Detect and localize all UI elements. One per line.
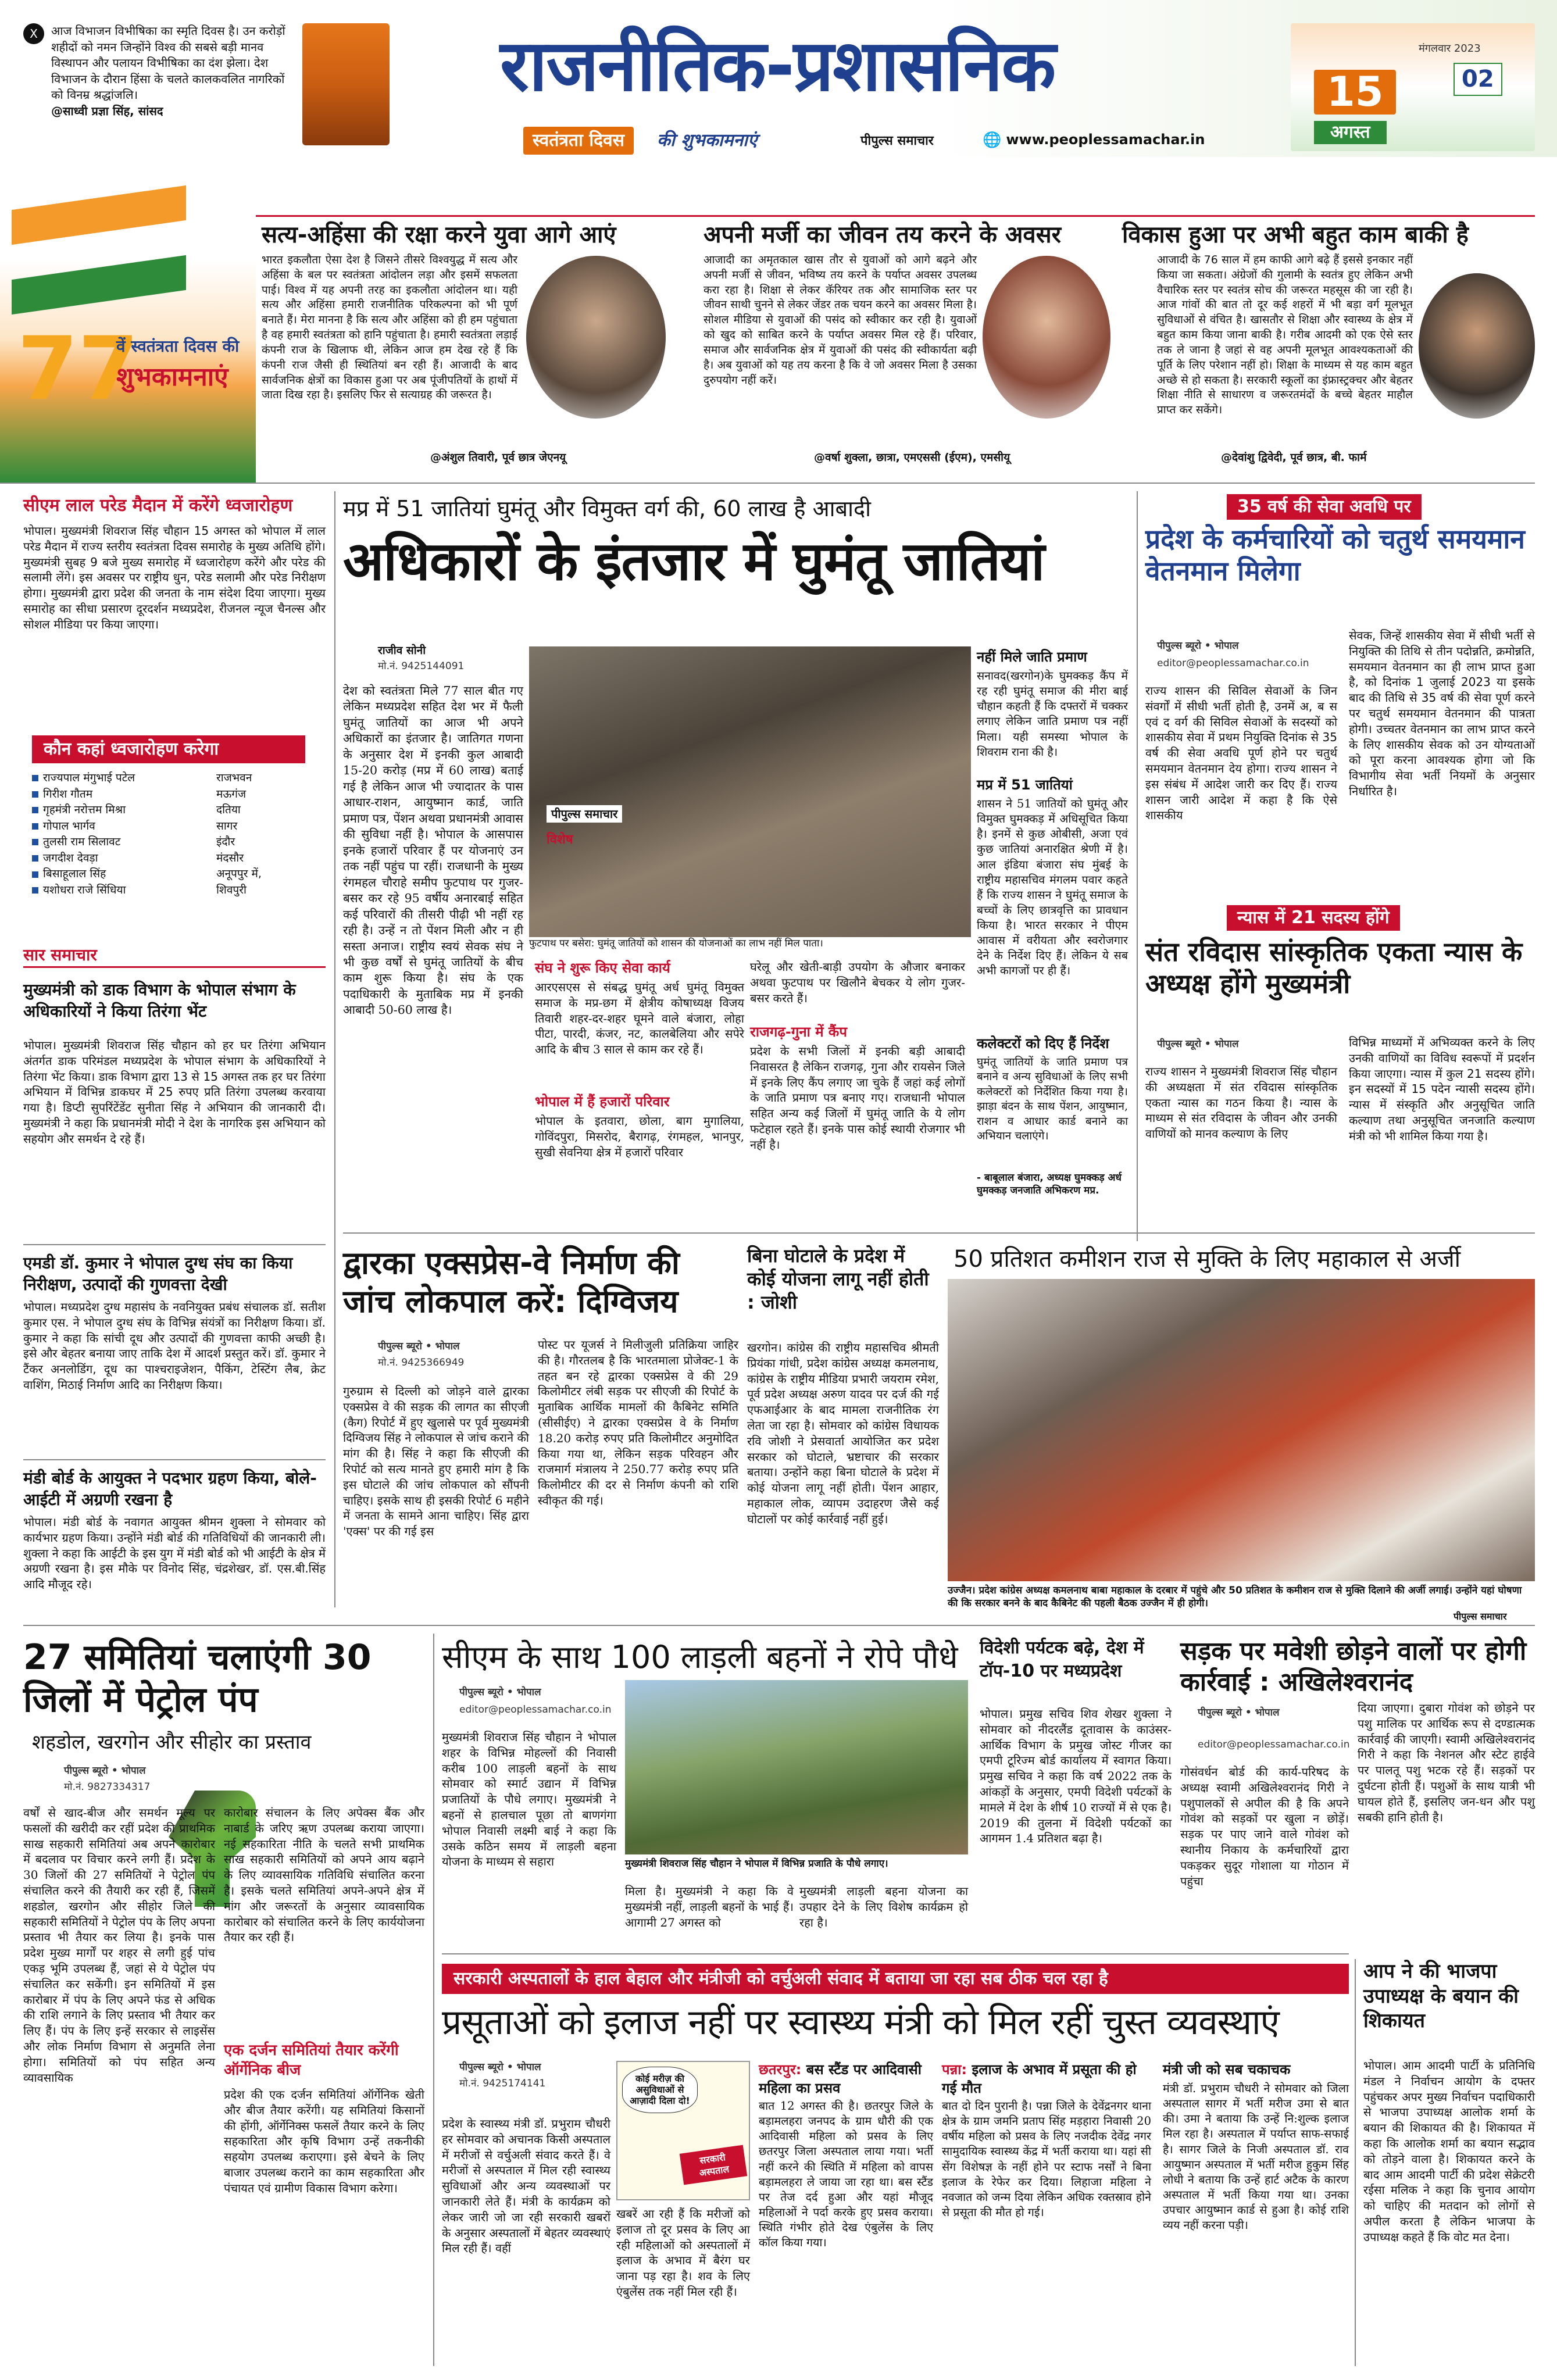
petrol-byline: पीपुल्स ब्यूरो • भोपाल: [64, 1765, 146, 1777]
nomads-reporter: राजीव सोनी: [378, 644, 426, 657]
ladli-email[interactable]: editor@peoplessamachar.co.in: [459, 1704, 612, 1716]
bullet-square-icon: [32, 775, 38, 781]
left-story3-text: भोपाल। मध्यप्रदेश दुग्ध महासंघ के नवनियुक्त प्रबंध संचालक डॉ. सतीश कुमार एस. ने भोपाल दुग्ध संघ के विभिन्न संयंत्रों का निरीक्षण किया। डॉ. कुमार ने कहा कि सांची दूध और उत्पादों की गुणवत्ता काफी अच्छी है। इसे और बेहतर बनाया जाए ताकि देश में आदर्श प्रस्तुत करें। डॉ. कुमार ने टैंकर अनलोडिंग, दूध का पाश्चराइजेशन, पैकिंग, टेस्टिंग लैब, क्रेट वाशिंग, मिठाई निर्माण आदि का निरीक्षण किया।: [23, 1300, 326, 1392]
flag-list-row: [32, 866, 311, 882]
date-number: 15: [1314, 70, 1396, 115]
nomads-photo: [529, 646, 971, 937]
joshi-text: खरगोन। कांग्रेस की राष्ट्रीय महासचिव श्रीमती प्रियंका गांधी, प्रदेश कांग्रेस अध्यक्ष कमलनाथ, कांग्रेस के राष्ट्रीय मीडिया प्रभारी जयराम रमेश, पूर्व प्रदेश अध्यक्ष अरुण यादव पर दर्ज की गई एफआईआर के बाद मामला राजनीतिक रंग लेता जा रहा है। सोमवार को कांग्रेस विधायक रवि जोशी ने प्रेसवार्ता आयोजित कर प्रदेश सरकार को घोटाले, भ्रष्टाचार की सरकार बताया। उन्होंने कहा बिना घोटाले के प्रदेश में कोई योजना लागू नहीं होती। पेंशन आहार, महाकाल लोक, व्यापम उदाहरण जैसे कई घोटालों पर कोई कार्रवाई नहीं हुई।: [747, 1341, 939, 1526]
petrol-sub2-text: प्रदेश की एक दर्जन समितियां ऑर्गेनिक खेती और बीज तैयार करेंगी। यह समितियां किसानों की होंगी, ऑर्गेनिक्स फसलें तैयार करने के लिए सहकारिता और कृषि विभाग उन्हें तकनीकी सहयोग उपलब्ध कराएगा। इसे बेचने के लिए बाजार उपलब्ध कराने का काम सहकारिता और पंचायत एवं ग्रामीण विकास विभाग करेगा।: [224, 2088, 424, 2195]
cartoon-bubble: कोई मरीज़ की असुविधाओं से आज़ादी दिला दो!: [622, 2067, 698, 2113]
masthead-title: राजनीतिक-प्रशासनिक: [500, 24, 1055, 107]
hospital-s2-title: पन्ना: इलाज के अभाव में प्रसूता की हो गई मौत: [942, 2061, 1137, 2096]
x-logo-icon: X: [23, 23, 44, 44]
cattle-email[interactable]: editor@peoplessamachar.co.in: [1198, 1739, 1350, 1750]
ravidas-byline: पीपुल्स ब्यूरो • भोपाल: [1157, 1038, 1239, 1050]
flag-list-row: [32, 802, 311, 819]
nomads-sub2: भोपाल में हैं हजारों परिवार: [535, 1093, 670, 1110]
opinion-divider-bottom: [0, 483, 1535, 484]
banner-number: 77: [17, 319, 139, 420]
ladli-col1: मुख्यमंत्री शिवराज सिंह चौहान ने भोपाल शहर के विभिन्न मोहल्लों की निवासी करीब 100 लाड़ली बहनों के साथ सोमवार को स्मार्ट उद्यान में विभिन्न प्रजातियों के पौधे लगाए। मुख्यमंत्री ने बहनों से हालचाल पूछा तो बाणगंगा भोपाल निवासी लक्ष्मी बाई ने कहा कि उसके कठिन समय में लाड़ली बहना योजना के माध्यम से सहारा: [442, 1730, 616, 1869]
left-story4-title: मंडी बोर्ड के आयुक्त ने पदभार ग्रहण किया, बोले- आईटी में अग्रणी रखना है: [23, 1468, 317, 1509]
mahakal-headline: 50 प्रतिशत कमीशन राज से मुक्ति के लिए महाकाल से अर्जी: [954, 1246, 1461, 1273]
hospital-byline: पीपुल्स ब्यूरो • भोपाल: [459, 2061, 541, 2073]
flag-list-person: गृहमंत्री नरोत्तम मिश्रा: [43, 803, 126, 817]
bullet-square-icon: [32, 871, 38, 878]
flag-list-place: दतिया: [216, 803, 241, 817]
ladli-headline: सीएम के साथ 100 लाड़ली बहनों ने रोपे पौधे: [442, 1639, 958, 1675]
banner-line2: शुभकामनाएं: [116, 362, 228, 392]
website[interactable]: 🌐 www.peoplessamachar.in: [983, 130, 1205, 150]
employees-headline: प्रदेश के कर्मचारियों को चतुर्थ समयमान वेतनमान मिलेगा: [1145, 523, 1525, 587]
hospital-s3-title: मंत्री जी को सब चकाचक: [1163, 2061, 1291, 2078]
nomads-mobile: मो.नं. 9425144091: [378, 660, 465, 672]
dwarka-col1: गुरुग्राम से दिल्ली को जोड़ने वाले द्वारका एक्सप्रेस वे की सड़क की लागत का सीएजी (कैग) रिपोर्ट में हुए खुलासे पर पूर्व मुख्यमंत्री दिग्विजय सिंह ने लोकपाल से जांच कराने की मांग की है। सिंह ने कहा कि सीएजी की रिपोर्ट को सत्य मानते हुए हमारी मांग है कि इस घोटाले की जांच लोकपाल को सौंपनी चाहिए। इसके साथ ही इसकी रिपोर्ट 6 महीने में जनता के सामने आना चाहिए। सिंह द्वारा 'एक्स' पर की गई इस: [343, 1384, 529, 1539]
ravidas-headline: संत रविदास सांस्कृतिक एकता न्यास के अध्यक्ष होंगे मुख्यमंत्री: [1145, 936, 1523, 1000]
sadhvi-portrait: [302, 23, 390, 145]
ladli-byline: पीपुल्स ब्यूरो • भोपाल: [459, 1686, 541, 1698]
bullet-square-icon: [32, 855, 38, 862]
employees-col2: सेवक, जिन्हें शासकीय सेवा में सीधी भर्ती से नियुक्ति की तिथि से तीन पदोन्नति, क्रमोन्नति, समयमान वेतनमान का ही लाभ प्राप्त हुआ है, को दिनांक 1 जुलाई 2023 या इसके बाद की तिथि से 35 वर्ष की सेवा पूर्ण करने पर चतुर्थ समयमान वेतनमान की पात्रता होगी। उच्चतर वेतनमान का लाभ प्राप्त करने के लिए शासकीय सेवक को उन योग्यताओं को पूरा करना आवश्यक होगा जो कि विभागीय सेवा भर्ती नियमों के अनुसार निर्धारित है।: [1349, 628, 1535, 798]
nomads-sub4-text: सनावद(खरगोन)के घुमक्कड़ कैंप में रह रही घुमंतू समाज की मीरा बाई चौहान कहती हैं कि दफ्तरों में चक्कर लगाए लेकिन जाति प्रमाण पत्र नहीं मिला। यही समस्या भोपाल के शिवराम राना की है।: [977, 669, 1128, 759]
flag-list-place: इंदौर: [216, 835, 235, 849]
tourism-text: भोपाल। प्रमुख सचिव शिव शेखर शुक्ला ने सोमवार को नीदरलैंड दूतावास के काउंसर-आर्थिक विभाग के प्रमुख जोस्ट गीजर का एमपी टूरिज्म बोर्ड कार्यालय में स्वागत किया। प्रमुख सचिव ने कहा कि वर्ष 2022 तक के आंकड़ों के अनुसार, एमपी विदेशी पर्यटकों के मामले में देश के शीर्ष 10 राज्यों में से एक है। 2019 की तुलना में विदेशी पर्यटकों का आगमन 1.4 प्रतिशत बढ़ा है।: [980, 1707, 1172, 1846]
ravidas-kicker: न्यास में 21 सदस्य होंगे: [1227, 905, 1400, 931]
left-story2-title: मुख्यमंत्री को डाक विभाग के भोपाल संभाग के अधिकारियों ने किया तिरंगा भेंट: [23, 980, 296, 1021]
vertical-divider-mid: [1137, 491, 1138, 1241]
nomads-headline: अधिकारों के इंतजार में घुमंतू जातियां: [343, 530, 1045, 592]
employees-byline: पीपुल्स ब्यूरो • भोपाल: [1157, 640, 1239, 652]
nomads-sub3: राजगढ़-गुना में कैंप: [750, 1024, 847, 1040]
ladli-col2: मिला है। मुख्यमंत्री ने कहा कि वे मुख्यमंत्री नहीं, लाड़ली बहनों के भाई हैं। आगामी 27 अगस्त को: [625, 1884, 794, 1929]
flag-list-row: [32, 787, 311, 803]
opinion-1-author: @अंशुल तिवारी, पूर्व छात्र जेएनयू: [430, 451, 566, 464]
hospital-mobile: मो.नं. 9425174141: [459, 2078, 546, 2089]
petrol-headline: 27 समितियां चलाएंगी 30 जिलों में पेट्रोल पंप: [23, 1637, 372, 1721]
flag-list-place: शिवपुरी: [216, 883, 247, 896]
hospital-s1-title: छतरपुर: बस स्टैंड पर आदिवासी महिला का प्रसव: [759, 2061, 922, 2096]
nomads-sub6: कलेक्टरों को दिए हैं निर्देश: [977, 1035, 1109, 1052]
tweet-text: आज विभाजन विभीषिका का स्मृति दिवस है। उन करोड़ों शहीदों को नमन जिन्होंने विश्व की सबसे बड़ी मानव विस्थापन और पलायन विभीषिका का दंश झेला। देश विभाजन के दौरान हिंसा के चलते कालकवलित नागरिकों को विनम्र श्रद्धांजलि।: [51, 24, 285, 102]
ladli-caption: मुख्यमंत्री शिवराज सिंह चौहान ने भोपाल में विभिन्न प्रजाति के पौधे लगाए।: [625, 1858, 888, 1870]
hospital-col2: खबरें आ रही हैं कि मरीजों को इलाज तो दूर प्रसव के लिए आ रही महिलाओं को अस्पतालों में इलाज के अभाव में बैरंग घर जाना पड़ रहा है। शव के लिए एंबुलेंस तक नहीं मिल रही हैं।: [616, 2207, 750, 2299]
left-divider-2: [23, 1459, 326, 1460]
dwarka-byline: पीपुल्स ब्यूरो • भोपाल: [378, 1341, 460, 1352]
flag-list-person: राज्यपाल मंगुभाई पटेल: [43, 771, 135, 784]
horizontal-divider-bottom: [442, 1953, 1349, 1954]
mahakal-photo: [948, 1279, 1535, 1581]
employees-email[interactable]: editor@peoplessamachar.co.in: [1157, 657, 1309, 669]
aap-text: भोपाल। आम आदमी पार्टी के प्रतिनिधि मंडल ने निर्वाचन आयोग के दफ्तर पहुंचकर अपर मुख्य निर्वाचन पदाधिकारी से भाजपा उपाध्यक्ष आलोक शर्मा के बयान की शिकायत की है। शिकायत में कहा कि आलोक शर्मा का बयान सद्भाव को तोड़ने वाला है। शिकायत करने के बाद आम आदमी पार्टी की प्रदेश सेक्रेटरी रईसा मलिक ने कहा कि चुनाव आयोग को चाहिए की मतदान को लोगों से अपील करता है लेकिन भाजपा के उपाध्यक्ष कहते हैं कि वोट मत देना।: [1363, 2059, 1535, 2244]
nomads-sub6-text: घुमंतू जातियों के जाति प्रमाण पत्र बनाने व अन्य सुविधाओं के लिए सभी कलेक्टरों को निर्देशित किया गया है। झाड़ा बंदन के साथ पेंशन, आयुष्मान, राशन व आधार कार्ड बनाने का अभियान चलाएंगे।: [977, 1056, 1128, 1143]
petrol-sub: शहडोल, खरगोन और सीहोर का प्रस्ताव: [32, 1731, 312, 1754]
flag-list-row: [32, 834, 311, 850]
vertical-divider-lower-1: [433, 1634, 434, 2366]
vertical-divider-lower-2: [1355, 1959, 1356, 2366]
tourism-headline: विदेशी पर्यटक बढ़े, देश में टॉप-10 पर मध्यप्रदेश: [980, 1638, 1144, 1681]
ravidas-col2: विभिन्न माध्यमों में अभिव्यक्त करने के लिए उनकी वाणियों का विविध स्वरूपों में प्रदर्शन किया जाएगा। न्यास में कुल 21 सदस्य होंगे। इन सदस्यों में 15 पदेन न्यासी सदस्य होंगे। न्यास में संस्कृति और अनुसूचित जाति कल्याण तथा अनुसूचित जनजाति कल्याण मंत्री को भी शामिल किया गया है।: [1349, 1035, 1535, 1143]
bullet-square-icon: [32, 823, 38, 830]
cattle-byline: पीपुल्स ब्यूरो • भोपाल: [1198, 1707, 1280, 1718]
left-story1-title: सीएम लाल परेड मैदान में करेंगे ध्वजारोहण: [23, 495, 293, 516]
opinion-3-author: @देवांशु द्विवेदी, पूर्व छात्र, बी. फार्म: [1221, 451, 1367, 464]
flag-list-row: [32, 819, 311, 835]
nomads-kicker: मप्र में 51 जातियां घुमंतू और विमुक्त वर्ग की, 60 लाख है आबादी: [343, 496, 872, 521]
date-month: अगस्त: [1314, 121, 1387, 144]
saar-samachar: सार समाचार: [23, 945, 326, 968]
special-label: विशेष: [547, 832, 573, 847]
left-divider-1: [23, 1244, 326, 1245]
ladli-col3: मुख्यमंत्री लाड़ली बहना योजना का उपहार देने के लिए विशेष कार्यक्रम हो रहा है।: [799, 1884, 968, 1929]
opinion-2-title: अपनी मर्जी का जीवन तय करने के अवसर: [703, 221, 1062, 248]
flag-list-row: [32, 850, 311, 867]
dwarka-mobile: मो.नं. 9425366949: [378, 1357, 465, 1368]
badge-independence: स्वतंत्रता दिवस: [523, 127, 634, 155]
globe-icon: 🌐: [983, 131, 1002, 149]
cattle-col1: गोसंवर्धन बोर्ड की कार्य-परिषद के अध्यक्ष स्वामी अखिलेश्वरानंद गिरी ने पशुपालकों से अपील की है कि अपने गोवंश को सड़कों पर खुला न छोड़ें। सड़क पर पाए जाने वाले गोवंश को स्थानीय निकाय के कर्मचारियों द्वारा पकड़कर सुदूर गोशाला या गोठान में पहुंचा: [1180, 1765, 1349, 1888]
left-story4-text: भोपाल। मंडी बोर्ड के नवागत आयुक्त श्रीमन शुक्ला ने सोमवार को कार्यभार ग्रहण किया। उन्होंने मंडी बोर्ड की गतिविधियों की जानकारी ली। शुक्ला ने कहा कि आईटी के इस युग में मंडी बोर्ड को भी आईटी के क्षेत्र में अग्रणी रखना है। इस मौके पर विनोद सिंह, चंद्रशेखर, डॉ. एस.बी.सिंह आदि मौजूद रहे।: [23, 1515, 326, 1592]
flag-list-person: यशोधरा राजे सिंधिया: [43, 883, 126, 896]
cattle-headline: सड़क पर मवेशी छोड़ने वालों पर होगी कार्रवाई : अखिलेश्वरानंद: [1180, 1636, 1527, 1697]
opinion-1-title: सत्य-अहिंसा की रक्षा करने युवा आगे आएं: [262, 221, 616, 248]
page-number: 02: [1454, 63, 1502, 96]
ravidas-col1: राज्य शासन ने मुख्यमंत्री शिवराज सिंह चौहान की अध्यक्षता में संत रविदास सांस्कृतिक एकता न्यास का गठन किया है। न्यास के माध्यम से संत रविदास के जीवन और उनकी वाणियों को मानव कल्याण के लिए: [1145, 1064, 1337, 1141]
horizontal-divider-lower: [23, 1625, 1535, 1626]
brand-name: पीपुल्स समाचार: [860, 134, 934, 148]
bullet-square-icon: [32, 807, 38, 813]
cattle-col2: दिया जाएगा। दुबारा गोवंश को छोड़ने पर पशु मालिक पर आर्थिक रूप से दण्डात्मक कार्रवाई की जाएगी। स्वामी अखिलेश्वरानंद गिरी ने कहा कि नेशनल और स्टेट हाईवे पर पालतू पशु भटक रहे हैं। सड़कों पर दुर्घटना होती हैं। पशुओं के साथ यात्री भी घायल होते हैं, इसलिए जन-धन और पशु सबकी हानि होती है।: [1358, 1701, 1535, 1824]
flag-list-row: [32, 882, 311, 899]
vertical-divider-left: [334, 491, 335, 1607]
petrol-sub2: एक दर्जन समितियां तैयार करेंगी ऑर्गेनिक बीज: [224, 2042, 399, 2079]
nomads-sub5: मप्र में 51 जातियां: [977, 777, 1073, 793]
hospital-headline: प्रसूताओं को इलाज नहीं पर स्वास्थ्य मंत्री को मिल रहीं चुस्त व्यवस्थाएं: [442, 2002, 1279, 2043]
dwarka-headline: द्वारका एक्सप्रेस-वे निर्माण की जांच लोकपाल करें: दिग्विजय: [343, 1245, 680, 1320]
badge-wishes: की शुभकामनाएं: [657, 130, 758, 151]
opinion-2-author: @वर्षा शुक्ला, छात्रा, एमएससी (ईएम), एमसीयू: [814, 451, 1010, 464]
nomads-sub2-text: भोपाल के इतवारा, छोला, बाग मुगालिया, गोविंदपुरा, मिसरोद, बैरागढ़, रंगमहल, भानपुर, सुखी सेवनिया क्षेत्र में हजारों परिवार: [535, 1114, 744, 1159]
nomads-quote-by: - बाबूलाल बंजारा, अध्यक्ष घुमक्कड़ अर्ध घुमक्कड़ जनजाति अभिकरण मप्र.: [977, 1172, 1122, 1197]
cartoon: [616, 2061, 750, 2200]
opinion-1-photo: [526, 256, 666, 419]
nomads-sub1: संघ ने शुरू किए सेवा कार्य: [535, 960, 670, 976]
cartoon-sign: सरकारी अस्पताल: [680, 2145, 747, 2185]
flag-list-heading: कौन कहां ध्वजारोहण करेगा: [32, 735, 305, 763]
weekday: मंगलवार 2023: [1419, 42, 1481, 55]
banner-line1: वें स्वतंत्रता दिवस की: [116, 337, 240, 356]
dwarka-col2: पोस्ट पर यूजर्स ने मिलीजुली प्रतिक्रिया जाहिर की है। गौरतलब है कि भारतमाला प्रोजेक्ट-1 के तहत बन रहे द्वारका एक्सप्रेस वे की 29 किलोमीटर लंबी सड़क पर सीएजी की रिपोर्ट के मुताबिक आर्थिक मामलों की कैबिनेट समिति (सीसीईए) ने द्वारका एक्सप्रेस वे के निर्माण 18.20 करोड़ रुपए प्रति किलोमीटर अनुमोदित किया गया था, लेकिन सड़क परिवहन और राजमार्ग मंत्रालय ने 250.77 करोड़ रुपए प्रति किलोमीटर की दर से निर्माण कंपनी को राशि स्वीकृत की गई।: [538, 1338, 738, 1507]
opinion-3-text: आजादी के 76 साल में हम काफी आगे बढ़े हैं इससे इनकार नहीं किया जा सकता। अंग्रेजों की गुलामी के स्वतंत्र हुए लेकिन अभी वैचारिक स्तर पर स्वतंत्र सोच की जरूरत महसूस की जा रही है। आज गांवों की बात तो दूर कई शहरों में भी बड़ा वर्ग मूलभूत सुविधाओं से वंचित है। खासतौर से शिक्षा और स्वास्थ्य के क्षेत्र में बहुत काम किया जाना बाकी है। गरीब आदमी को एक ऐसे स्तर तक ले जाना है जहां से वह अपनी मूलभूत आवश्यकताओं की पूर्ति के लिए परेशान नहीं हो। शिक्षा के माध्यम से यह काम बहुत अच्छे से हो सकता है। सरकारी स्कूलों का इंफ्रास्ट्रक्चर और बेहतर शिक्षा नीति से साधारण व जरूरतमंदों के बच्चे बेहतर माहौल प्राप्त कर सकेंगे।: [1157, 253, 1413, 417]
petrol-col1: वर्षों से खाद-बीज और समर्थन मूल्य पर फसलों की खरीदी कर रहीं प्रदेश की प्राथमिक साख सहकारी समितियां अब अपने कारोबार में बदलाव पर विचार करने लगी हैं। प्रदेश के 30 जिलों की 27 समितियों ने पेट्रोल पंप संचालित करने की तैयारी कर रही हैं, जिसमें शहडोल, खरगोन और सीहोर जिले की सहकारी समितियों ने पेट्रोल पंप के लिए अपना प्रस्ताव भी तैयार कर लिया है। इनके पास प्रदेश मुख्य मार्गों पर शहर से लगी हुई पांच एकड़ भूमि उपलब्ध हैं, जहां से ये पेट्रोल पंप संचालित कर सकेंगी। इन समितियों में इस कारोबार में पंप के लिए अपने फंड से अधिक की राशि लगाने के लिए प्रस्ताव भी तैयार कर लिए हैं। पंप के लिए इन्हें सरकार से लाइसेंस और लोक निर्माण विभाग से अनुमति लेना होगा। समितियों को पंप सहित अन्य व्यावसायिक: [23, 1806, 215, 2085]
opinion-2-photo: [983, 256, 1110, 419]
bullet-square-icon: [32, 791, 38, 798]
employees-col1: राज्य शासन की सिविल सेवाओं के जिन संवर्गों में सीधी भर्ती होती है, उनमें अ, ब स एवं द वर्ग की सिविल सेवाओं के सदस्यों को शासकीय सेवा में प्रथम नियुक्ति दिनांक से 35 वर्ष की सेवा अवधि पूर्ण होने पर चतुर्थ समयमान वेतनमान देय होगा। राज्य शासन ने इस संबंध में आदेश जारी कर दिए हैं। राज्य शासन जारी आदेश में कहा है कि ऐसे शासकीय: [1145, 684, 1337, 823]
opinion-3-photo: [1419, 273, 1535, 419]
hospital-s1-text: बात 12 अगस्त की है। छतरपुर जिले के बड़ामलहरा जनपद के ग्राम धौरी की एक आदिवासी महिला को प्रसव के लिए छतरपुर जिला अस्पताल लाया गया। भर्ती नहीं करने की स्थिति में महिला को वापस बड़ामलहरा ले जाया जा रहा था। बस स्टैंड पर तेज दर्द हुआ और यहां मौजूद महिलाओं ने पर्दा करके हुए प्रसव कराया। स्थिति गंभीर होते देख एंबुलेंस के लिए कॉल किया गया।: [759, 2099, 933, 2250]
mahakal-caption: उज्जैन। प्रदेश कांग्रेस अध्यक्ष कमलनाथ बाबा महाकाल के दरबार में पहुंचे और 50 प्रतिशत के कमीशन राज से मुक्ति दिलाने की अर्जी लगाई। उन्होंने यहां घोषणा की कि सरकार बनने के बाद कैबिनेट की पहली बैठक उज्जैन में ही होगी।: [948, 1585, 1522, 1610]
hospital-kicker: सरकारी अस्पतालों के हाल बेहाल और मंत्रीजी को वर्चुअली संवाद में बताया जा रहा सब ठीक चल रहा है: [442, 1964, 1349, 1994]
nomads-sub3-text: प्रदेश के सभी जिलों में इनकी बड़ी आबादी निवासरत है लेकिन राजगढ़, गुना और रायसेन जिले में इनके लिए कैंप लगाए जा चुके हैं जहां कई लोगों के जाति प्रमाण पत्र बनाए गए। राजधानी भोपाल सहित अन्य कई जिलों में घुमंतू जाति के ये लोग फटेहाल रहते हैं। इनके पास कोई स्थायी रोजगार भी नहीं है।: [750, 1044, 965, 1152]
flag-list-place: अनूपपुर में,: [216, 867, 262, 881]
aap-headline: आप ने की भाजपा उपाध्यक्ष के बयान की शिकायत: [1363, 1960, 1519, 2032]
mahakal-credit: पीपुल्स समाचार: [1454, 1611, 1507, 1622]
nomads-col1: देश को स्वतंत्रता मिले 77 साल बीत गए लेकिन मध्यप्रदेश सहित देश भर में फैली घुमंतू जातियों का आज भी अपने अधिकारों का इंतजार है। जातिगत गणना के अनुसार देश में इनकी कुल आबादी 15-20 करोड़ (मप्र में 60 लाख) बताई गई है लेकिन आज भी ज्यादातर के पास आधार-राशन, आयुष्मान कार्ड, जाति प्रमाण पत्र, पेंशन अथवा प्रधानमंत्री आवास की सुविधा नहीं है। भोपाल के आसपास इनके हजारों परिवार हैं पर योजनाएं उन तक नहीं पहुंच पा रहीं। राजधानी के मुख्य रंगमहल चौराहे समीप फुटपाथ पर गुजर-बसर कर रहे 95 वर्षीय अनारबाई सहित कई परिवारों की तीसरी पीढ़ी भी नहीं रह रही है। उन्हें न तो पेंशन मिली और न ही सस्ता अनाज। राष्ट्रीय स्वयं सेवक संघ ने भी कुछ वर्षों से घुमंतू जातियों के बीच काम शुरू किया है। संघ के एक पदाधिकारी के मुताबिक मप्र में इनकी आबादी 50-60 लाख है।: [343, 684, 523, 1017]
hospital-s2-text: बात दो दिन पुरानी है। पन्ना जिले के देवेंद्रनगर थाना क्षेत्र के ग्राम जमनि प्रताप सिंह मड़हारा निवासी 20 वर्षीय महिला को प्रसव के लिए नजदीक देवेंद्र नगर सामुदायिक स्वास्थ्य केंद्र में भर्ती कराया था। यहां सी सेंग विशेषज्ञ के नहीं होने पर स्टाफ नर्सों ने बिना इलाज के रेफेर कर दिया। लिहाजा महिला ने नवजात को जन्म दिया लेकिन अधिक रक्तस्राव होने से प्रसूता की मौत हो गई।: [942, 2099, 1151, 2219]
flag-list-person: गिरीश गौतम: [43, 787, 93, 801]
flag-list-place: राजभवन: [216, 771, 252, 784]
nomads-photo-credit: पीपुल्स समाचार: [547, 805, 622, 823]
flag-list-place: मंदसौर: [216, 851, 244, 864]
left-story3-title: एमडी डॉ. कुमार ने भोपाल दुग्ध संघ का किया निरीक्षण, उत्पादों की गुणवत्ता देखी: [23, 1253, 293, 1294]
masthead-tweet: [23, 23, 297, 157]
bullet-square-icon: [32, 839, 38, 845]
hospital-s3-text: मंत्री डॉ. प्रभुराम चौधरी ने सोमवार को जिला अस्पताल सागर में भर्ती मरीज उमा से बात की। उमा ने बताया कि उन्हें नि:शुल्क इलाज मिल रहा है। अस्पताल में पर्याप्त साफ-सफाई है। सागर जिले के निजी अस्पताल डॉ. राव आयुष्मान अस्पताल में भर्ती मरीज हुकुम सिंह लोधी ने बताया कि उन्हें हार्ट अटैक के कारण अस्पताल में भर्ती किया गया था। उनका उपचार आयुष्मान कार्ड से हुआ है। कोई राशि व्यय नहीं करना पड़ी।: [1163, 2082, 1349, 2232]
flag-list-person: तुलसी राम सिलावट: [43, 835, 121, 849]
left-story1-text: भोपाल। मुख्यमंत्री शिवराज सिंह चौहान 15 अगस्त को भोपाल में लाल परेड मैदान में राज्य स्तरीय स्वतंत्रता दिवस समारोह के मुख्य अतिथि होंगे। मुख्यमंत्री सुबह 9 बजे मुख्य समारोह में ध्वजारोहण करेंगे और परेड की सलामी लेंगे। इस अवसर पर राष्ट्रीय धुन, परेड सलामी और परेड निरीक्षण होगा। मुख्यमंत्री द्वारा प्रदेश की जनता के नाम संदेश दिया जाएगा। मुख्य समारोह का सीधा प्रसारण दूरदर्शन मध्यप्रदेश, रीजनल न्यूज चैनल्स और सोशल मीडिया पर किया जाएगा।: [23, 524, 326, 631]
joshi-headline: बिना घोटाले के प्रदेश में कोई योजना लागू नहीं होती : जोशी: [747, 1245, 929, 1313]
tweet-author: @साध्वी प्रज्ञा सिंह, सांसद: [51, 103, 163, 118]
petrol-mobile: मो.नं. 9827334317: [64, 1781, 151, 1793]
nomads-sub5-text: शासन ने 51 जातियों को घुमंतू और विमुक्त घुमक्कड़ में अधिसूचित किया है। इनमें से कुछ ओबीसी, अजा एवं कुछ जातियां अनारक्षित श्रेणी में है। आल इंडिया बंजारा संघ मुंबई के राष्ट्रीय महासचिव मंगलम पवार कहते हैं कि राज्य शासन ने घुमंतू समाज के बच्चों के लिए छात्रवृत्ति का प्रावधान किया है। भारत सरकार ने पीएम आवास में वरीयता और स्वरोजगार देने के निर्देश दिए हैं। लेकिन ये सब अभी कागजों पर ही हैं।: [977, 797, 1128, 978]
flag-list-place: सागर: [216, 819, 238, 832]
left-story2-text: भोपाल। मुख्यमंत्री शिवराज सिंह चौहान को हर घर तिरंगा अभियान अंतर्गत डाक परिमंडल मध्यप्रदेश के भोपाल संभाग के अधिकारियों ने तिरंगा भेंट किया। डाक विभाग द्वारा 13 से 15 अगस्त तक हर घर तिरंगा अभियान में विभिन्न डाकघर में 25 रुपए प्रति तिरंगा उपलब्ध करवाया गया है। डिप्टी सुपरिंटेंडेंट सुनीता सिंह ने अभियान की जानकारी दी। मुख्यमंत्री ने कहा कि प्रधानमंत्री मोदी ने देश के नागरिक इस अभियान को सहयोग और समर्थन दे रहे हैं।: [23, 1038, 326, 1146]
opinion-divider-top: [256, 215, 1535, 217]
nomads-sub4: नहीं मिले जाति प्रमाण: [977, 649, 1087, 665]
ladli-photo: [625, 1680, 968, 1854]
nomads-sub1-text: आरएसएस से संबद्ध घुमंतू अर्ध घुमंतू विमुक्त समाज के मप्र-छग में क्षेत्रीय कोषाध्यक्ष विजय तिवारी शहर-दर-शहर घूमने वाले बंजारा, लोहा पीटा, पारदी, कंजर, नट, कालबेलिया और सपेरे आदि के बीच 3 साल से काम कर रहे हैं।: [535, 980, 744, 1057]
hospital-col1: प्रदेश के स्वास्थ्य मंत्री डॉ. प्रभुराम चौधरी हर सोमवार को अचानक किसी अस्पताल में मरीजों से वर्चुअली संवाद करते हैं। वे मरीजों से अस्पताल में मिल रही स्वास्थ्य सुविधाओं और अन्य व्यवस्थाओं पर जानकारी लेते हैं। मंत्री के कार्यक्रम को लेकर जारी जो जा रही सरकारी खबरों के अनुसार अस्पतालों में बेहतर व्यवस्थाएं मिल रही हैं। वहीं: [442, 2117, 610, 2256]
nomads-col3: घरेलू और खेती-बाड़ी उपयोग के औजार बनाकर अथवा फुटपाथ पर खिलौने बेचकर ये लोग गुजर-बसर करते हैं।: [750, 960, 965, 1005]
nomads-photo-caption: फुटपाथ पर बसेरा: घुमंतू जातियों को शासन की योजनाओं का लाभ नहीं मिल पाता।: [529, 938, 823, 949]
petrol-col2: कारोबार संचालन के लिए अपेक्स बैंक और नाबार्ड के जरिए ऋण उपलब्ध कराया जाएगा। नई सहकारिता नीति के चलते सभी प्राथमिक साख सहकारी समितियों को अपने आय बढ़ाने के लिए व्यावसायिक गतिविधि संचालित करना है। इसके चलते समितियां अपने-अपने क्षेत्र में मांग और जरूरतों के अनुसार व्यावसायिक कारोबार को संचालित करने के लिए कार्ययोजना तैयार कर रही हैं।: [224, 1806, 424, 1945]
flag-list-row: [32, 770, 311, 787]
flag-list: [32, 770, 311, 898]
opinion-3-title: विकास हुआ पर अभी बहुत काम बाकी है: [1122, 221, 1469, 248]
horizontal-divider-mid: [343, 1232, 1535, 1234]
flag-list-place: मऊगंज: [216, 787, 247, 801]
bullet-square-icon: [32, 887, 38, 894]
flag-list-person: जगदीश देवड़ा: [43, 851, 98, 864]
flag-list-person: गोपाल भार्गव: [43, 819, 95, 832]
opinion-1-text: भारत इकलौता ऐसा देश है जिसने तीसरे विश्वयुद्ध में सत्य और अहिंसा के बल पर स्वतंत्रता आंदोलन लड़ा और इसमें सफलता पाई। विश्व में यह अपनी तरह का इकलौता आंदोलन था। यही सत्य और अहिंसा हमारी राजनीतिक परिकल्पना को भी पूर्ण बनाते हैं। मेरा मानना है कि सत्य और अहिंसा को ही हम पहुंचाता है वह हमारी स्वतंत्रता को हानि पहुंचाता है। हमारी स्वतंत्रता लड़ाई कंपनी राज के खिलाफ थी, लेकिन आज हम देख रहे हैं कि कंपनी राज जैसी ही स्थितियां बन रही हैं। आजादी के बाद सार्वजनिक क्षेत्रों का विकास हुआ पर अब पूंजीपतियों के हाथों में जाता दिख रहा है। इसलिए फिर से सत्याग्रह की जरूरत है।: [262, 253, 517, 402]
opinion-2-text: आजादी का अमृतकाल खास तौर से युवाओं को आगे बढ़ने और अपनी मर्जी से जीवन, भविष्य तय करने के पर्याप्त अवसर उपलब्ध करा रहा है। शिक्षा से लेकर कॅरियर तक और सामाजिक स्तर पर जीवन साथी चुनने से लेकर जेंडर तक चयन करने का अवसर मिला है। सोशल मीडिया से युवाओं की पसंद को स्वीकार कर रही है। युवाओं को खुद को साबित करने के पर्याप्त अवसर मिल रहे हैं। परिवार, समाज और सार्वजनिक क्षेत्र में युवाओं की पसंद की स्वीकार्यता बढ़ी है। अब युवाओं को यह तय करना है कि वे जो अवसर मिला है उसका दुरुपयोग नहीं करें।: [703, 253, 977, 387]
flag-list-person: बिसाहूलाल सिंह: [43, 867, 106, 881]
employees-kicker: 35 वर्ष की सेवा अवधि पर: [1227, 494, 1422, 520]
